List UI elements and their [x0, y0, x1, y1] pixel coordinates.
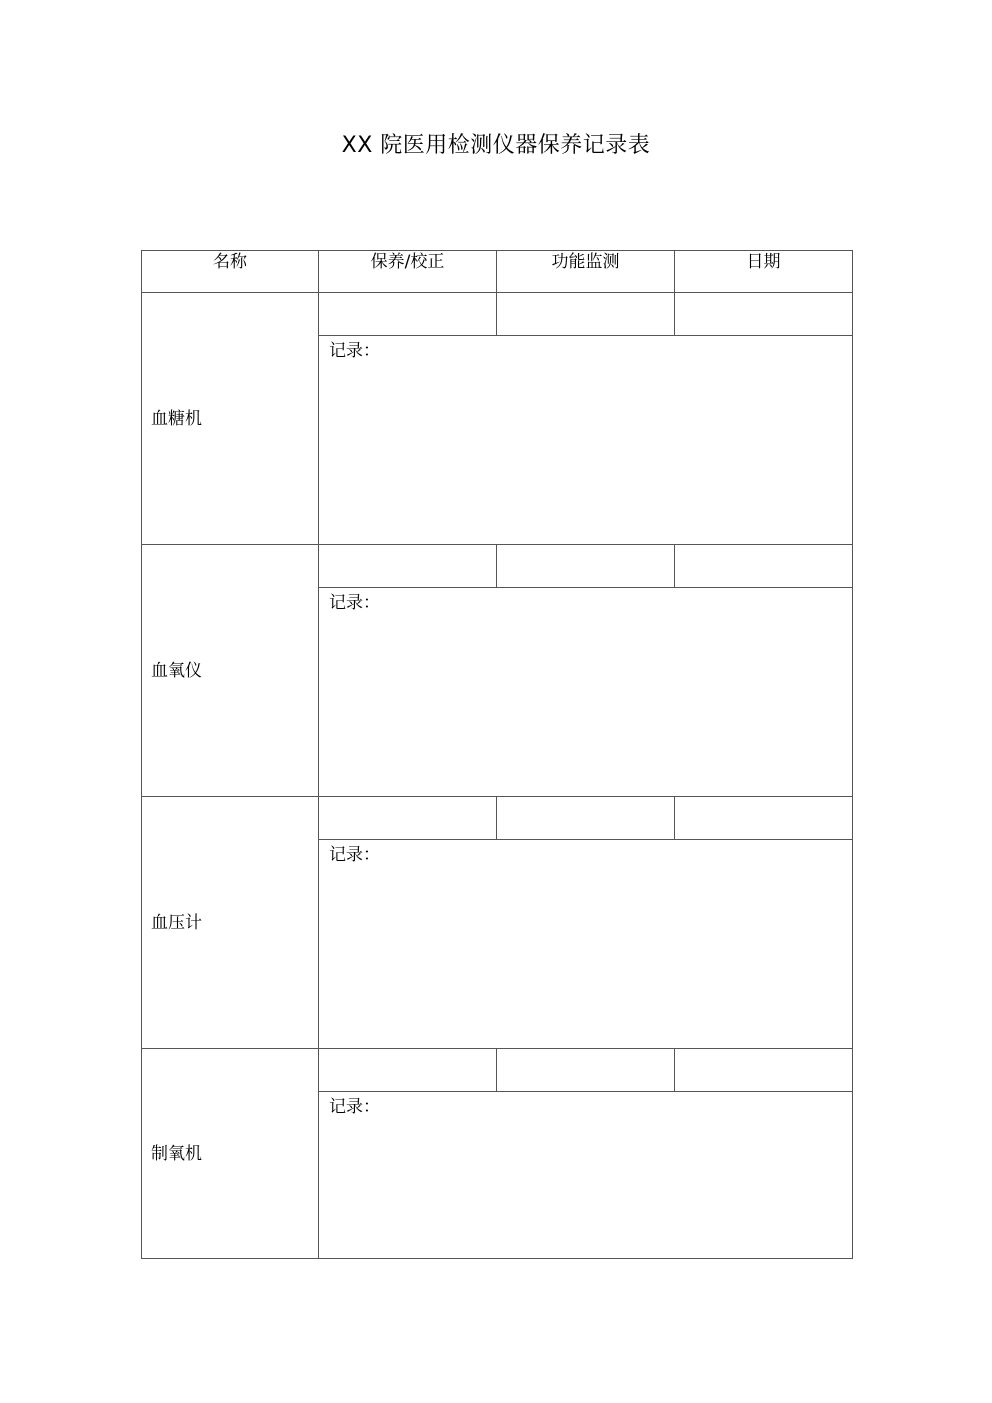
- record-label: 记录：: [329, 845, 380, 865]
- function-check-cell[interactable]: [497, 797, 675, 840]
- device-name: 血氧仪: [142, 545, 319, 797]
- table-row: [142, 293, 853, 336]
- device-name: 制氧机: [142, 1049, 319, 1259]
- maintenance-record-table: [141, 250, 853, 1259]
- maintenance-cell[interactable]: [319, 293, 497, 336]
- table-row: [142, 1049, 853, 1092]
- record-note-cell[interactable]: [319, 588, 853, 797]
- table-row: [142, 797, 853, 840]
- maintenance-cell[interactable]: [319, 545, 497, 588]
- record-label: 记录：: [329, 593, 380, 613]
- maintenance-cell[interactable]: [319, 1049, 497, 1092]
- header-date: 日期: [675, 251, 853, 293]
- device-name: 血压计: [142, 797, 319, 1049]
- record-label: 记录：: [329, 1097, 380, 1117]
- table-row: [142, 545, 853, 588]
- date-cell[interactable]: [675, 797, 853, 840]
- record-note-cell[interactable]: [319, 840, 853, 1049]
- header-function-check: 功能监测: [497, 251, 675, 293]
- record-note-cell[interactable]: [319, 1092, 853, 1259]
- record-note-cell[interactable]: [319, 336, 853, 545]
- table-header-row: [142, 251, 853, 293]
- function-check-cell[interactable]: [497, 545, 675, 588]
- device-name: 血糖机: [142, 293, 319, 545]
- maintenance-cell[interactable]: [319, 797, 497, 840]
- header-name: 名称: [142, 251, 319, 293]
- header-maintenance: 保养/校正: [319, 251, 497, 293]
- record-label: 记录：: [329, 341, 380, 361]
- function-check-cell[interactable]: [497, 293, 675, 336]
- document-title: XX 院医用检测仪器保养记录表: [341, 133, 651, 158]
- date-cell[interactable]: [675, 545, 853, 588]
- date-cell[interactable]: [675, 1049, 853, 1092]
- function-check-cell[interactable]: [497, 1049, 675, 1092]
- date-cell[interactable]: [675, 293, 853, 336]
